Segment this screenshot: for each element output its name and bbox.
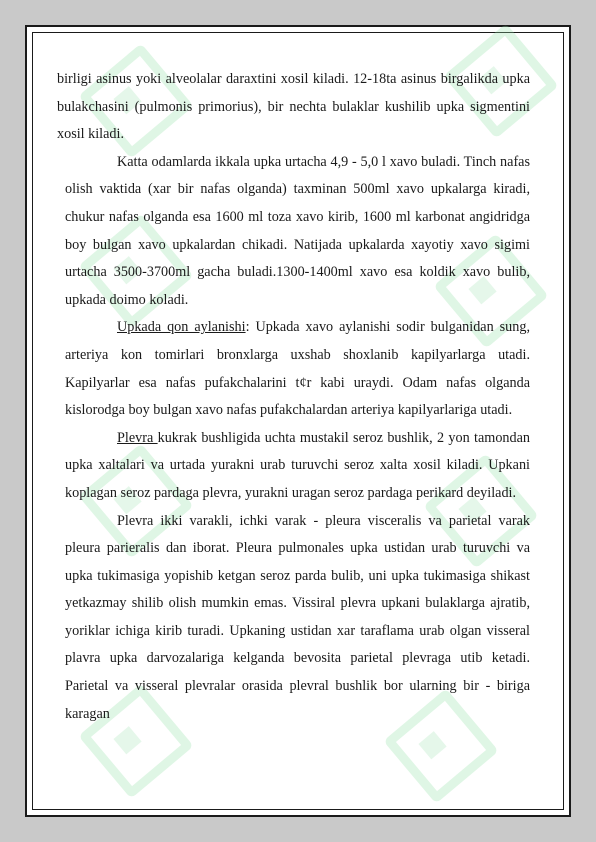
document-body [57,66,530,728]
paragraph-pleura-cavity [57,425,530,508]
paragraph-asinus: birligi asinus yoki alveolalar daraxtini xosil kiladi. 12-18ta asinus birgalikda upka bulakchasini (pulmonis primorius), bir nechta bulaklar kushilib upka sigmentini xosil kiladi. [57,71,530,143]
paragraph-pleura-cavity-text: kukrak bushligida uchta mustakil seroz bushlik, 2 yon tamondan upka xaltalari va urtada yurakni urab turuvchi seroz xalta xosil kiladi. Upkani koplagan seroz pardaga plevra, yurakni uragan seroz pardaga perikard deyiladi. [65,429,530,501]
paragraph-pleura-layers: Plevra ikki varakli, ichki varak - pleura visceralis va parietal varak pleura parieralis dan iborat. Pleura pulmonales upka ustidan urab turuvchi va upka tukimasiga yopishib ketgan seroz parda bulib, uni upka tukimasiga shikast yetkazmay shilib olish mumkin emas. Vissiral plevra upkani bulaklarga ajratib, yoriklar ichiga kirib turadi. Upkaning ustidan xar taraflama urab olgan visseral plavra upka darvozalariga kelganda bevosita parietal plevraga utib ketadi. Parietal va visseral plevralar orasida plevral bushlik bor ularning bir - biriga karagan [65,512,530,722]
paragraph-blood-circulation-text: : Upkada xavo aylanishi sodir bulganidan sung, arteriya kon tomirlari bronxlarga uxshab shoxlanib kapilyarlarga utadi. Kapilyarlar esa nafas pufakchalarini t¢r kabi uraydi. Odam nafas olganda kislorodga boy bulgan xavo nafas pufakchalardan arteriya kapilyarlariga utadi. [65,319,530,419]
term-upkada-qon-aylanishi: Upkada qon aylanishi [117,319,246,336]
paragraph-lung-volume: Katta odamlarda ikkala upka urtacha 4,9 - 5,0 l xavo buladi. Tinch nafas olish vaktida (xar bir nafas olganda) taxminan 500ml xavo upkalarga kiradi, chukur nafas olganda esa 1600 ml toza xavo kirib, 1600 ml karbonat angidridga boy bulgan xavo upkalardan chikadi. Natijada upkalarda xayotiy xavo sigimi urtacha 3500-3700ml gacha buladi.1300-1400ml xavo esa koldik xavo bulib, upkada doimo koladi. [65,153,530,308]
paragraph-blood-circulation [57,314,530,424]
term-plevra: Plevra [117,429,158,446]
